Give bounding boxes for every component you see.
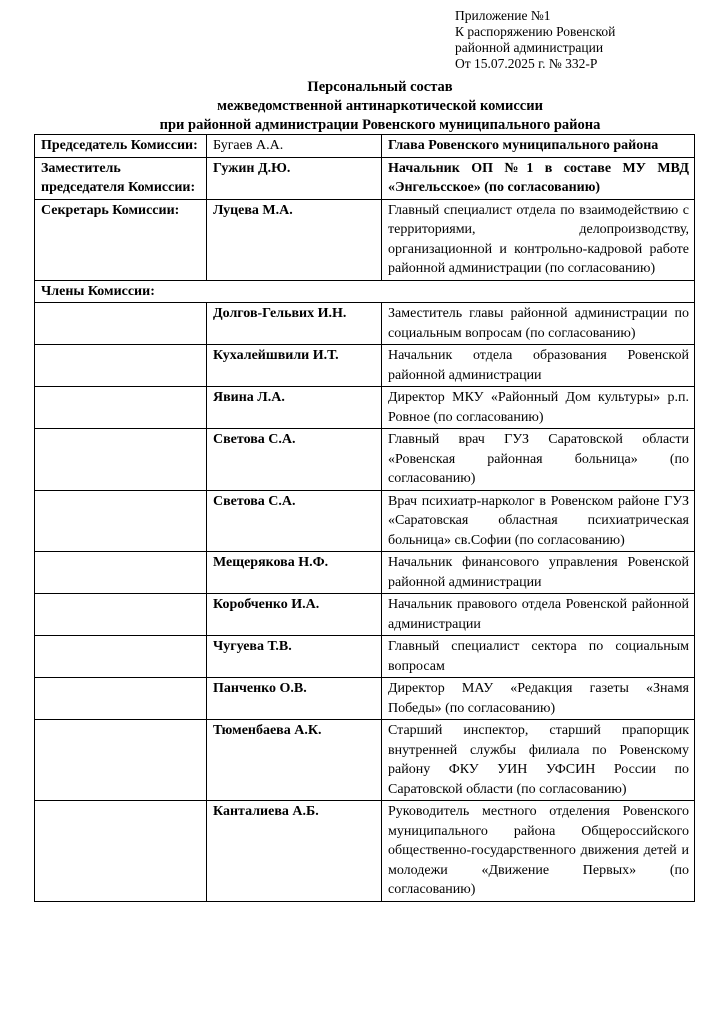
appendix-line-3: районной администрации: [455, 40, 604, 55]
table-row: [35, 678, 695, 720]
empty-cell: [35, 720, 207, 801]
name-cell: Долгов-Гельвих И.Н.: [207, 303, 382, 345]
position-cell: Старший инспектор, старший прапорщик внутренней службы филиала по Ровенскому району ФКУ УИН УФСИН России по Саратовской области (по согласованию): [382, 720, 695, 801]
table-row: [35, 135, 695, 158]
position-cell: Глава Ровенского муниципального района: [382, 135, 695, 158]
table-row: [35, 636, 695, 678]
role-cell: Председатель Комиссии:: [35, 135, 207, 158]
table-row: [35, 303, 695, 345]
empty-cell: [35, 678, 207, 720]
empty-cell: [35, 387, 207, 429]
empty-cell: [35, 345, 207, 387]
position-cell: Начальник финансового управления Ровенской районной администрации: [382, 552, 695, 594]
role-cell: Заместитель председателя Комиссии:: [35, 157, 207, 199]
role-cell: Секретарь Комиссии:: [35, 199, 207, 280]
name-cell: Светова С.А.: [207, 490, 382, 552]
empty-cell: [35, 490, 207, 552]
appendix-line-1: Приложение №1: [455, 8, 551, 23]
empty-cell: [35, 303, 207, 345]
name-cell: Луцева М.А.: [207, 199, 382, 280]
name-cell: Тюменбаева А.К.: [207, 720, 382, 801]
title-line-2: межведомственной антинаркотической комиссии: [217, 98, 543, 114]
position-cell: Начальник отдела образования Ровенской районной администрации: [382, 345, 695, 387]
table-row: [35, 429, 695, 491]
name-cell: Канталиева А.Б.: [207, 801, 382, 902]
table-row: [35, 490, 695, 552]
empty-cell: [35, 801, 207, 902]
name-cell: Бугаев А.А.: [207, 135, 382, 158]
position-cell: Директор МАУ «Редакция газеты «Знамя Победы» (по согласованию): [382, 678, 695, 720]
appendix-line-2: К распоряжению Ровенской: [455, 24, 616, 39]
name-cell: Гужин Д.Ю.: [207, 157, 382, 199]
appendix-note: [455, 8, 615, 72]
table-row: [35, 801, 695, 902]
name-cell: Панченко О.В.: [207, 678, 382, 720]
empty-cell: [35, 636, 207, 678]
position-cell: Начальник ОП №1 в составе МУ МВД «Энгельсское» (по согласованию): [382, 157, 695, 199]
table-row: [35, 720, 695, 801]
members-heading: Члены Комиссии:: [35, 280, 695, 303]
table-row: [35, 552, 695, 594]
empty-cell: [35, 594, 207, 636]
name-cell: Явина Л.А.: [207, 387, 382, 429]
table-row: [35, 199, 695, 280]
name-cell: Светова С.А.: [207, 429, 382, 491]
table-row: [35, 157, 695, 199]
name-cell: Чугуева Т.В.: [207, 636, 382, 678]
appendix-line-4: От 15.07.2025 г. № 332-Р: [455, 56, 598, 71]
table-row: [35, 280, 695, 303]
name-cell: Кухалейшвили И.Т.: [207, 345, 382, 387]
commission-table: [34, 134, 695, 902]
name-cell: Коробченко И.А.: [207, 594, 382, 636]
table-row: [35, 594, 695, 636]
table-row: [35, 387, 695, 429]
document-title: [34, 78, 724, 135]
position-cell: Главный врач ГУЗ Саратовской области «Ровенская районная больница» (по согласованию): [382, 429, 695, 491]
position-cell: Начальник правового отдела Ровенской районной администрации: [382, 594, 695, 636]
name-cell: Мещерякова Н.Ф.: [207, 552, 382, 594]
position-cell: Главный специалист отдела по взаимодействию с территориями, делопроизводству, организационной и контрольно-кадровой работе районной администрации (по согласованию): [382, 199, 695, 280]
title-line-3: при районной администрации Ровенского муниципального района: [159, 117, 601, 133]
empty-cell: [35, 429, 207, 491]
position-cell: Врач психиатр-нарколог в Ровенском районе ГУЗ «Саратовская областная психиатрическая больница» св.Софии (по согласованию): [382, 490, 695, 552]
table-row: [35, 345, 695, 387]
title-line-1: Персональный состав: [307, 79, 453, 95]
position-cell: Директор МКУ «Районный Дом культуры» р.п. Ровное (по согласованию): [382, 387, 695, 429]
position-cell: Заместитель главы районной администрации по социальным вопросам (по согласованию): [382, 303, 695, 345]
position-cell: Главный специалист сектора по социальным вопросам: [382, 636, 695, 678]
empty-cell: [35, 552, 207, 594]
position-cell: Руководитель местного отделения Ровенского муниципального района Общероссийского общественно-государственного движения детей и молодежи «Движение Первых» (по согласованию): [382, 801, 695, 902]
